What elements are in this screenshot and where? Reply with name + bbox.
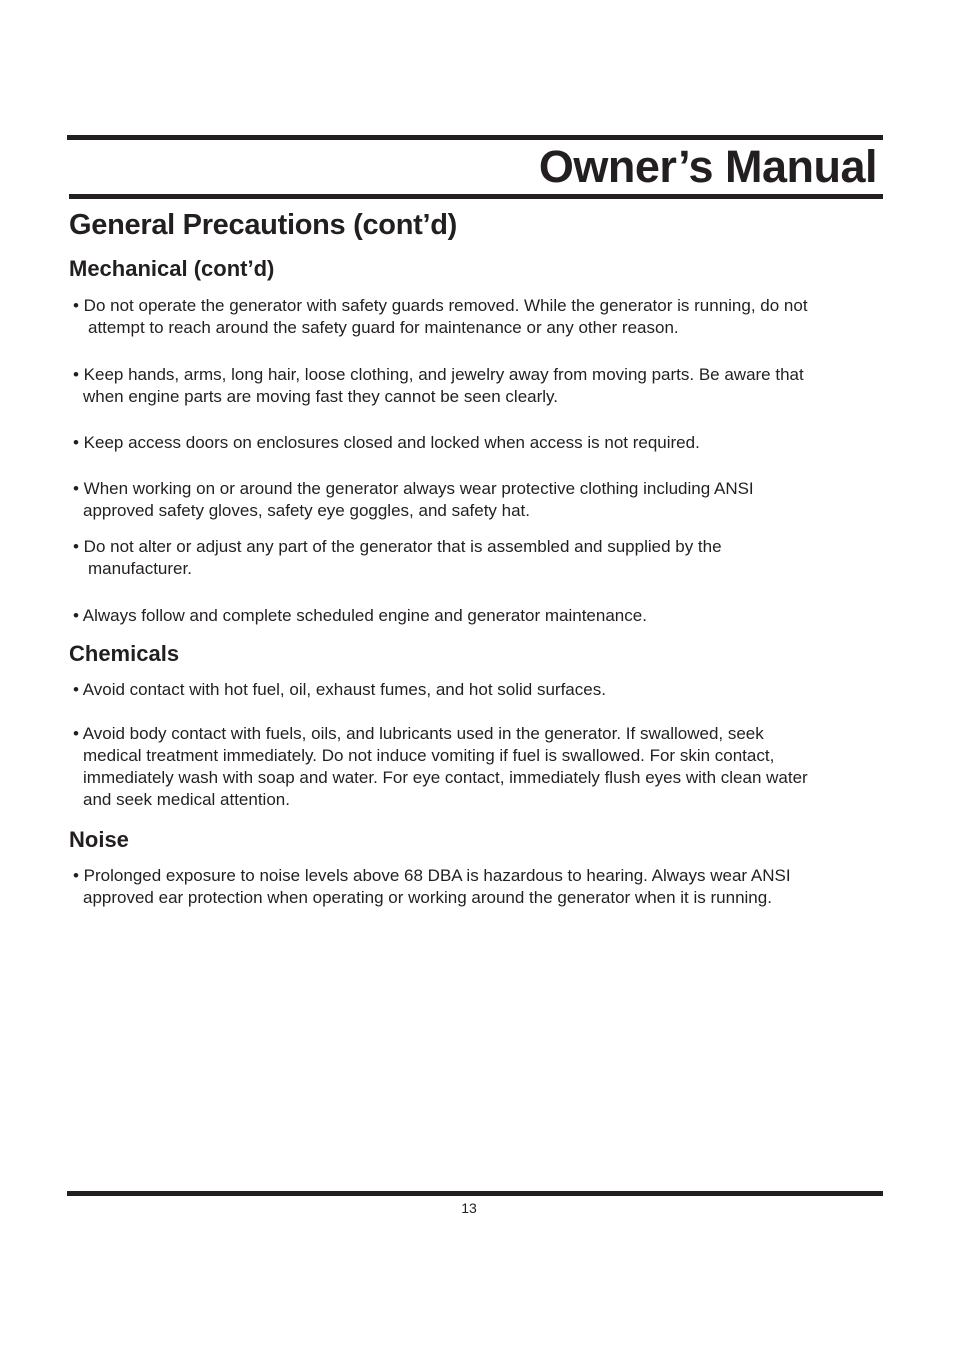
mechanical-heading: Mechanical (cont’d)	[69, 256, 275, 281]
page-heading: General Precautions (cont’d)	[69, 209, 458, 241]
list-item-line: approved ear protection when operating or working around the generator when it is running.	[83, 888, 772, 907]
list-item-line: • Avoid contact with hot fuel, oil, exhaust fumes, and hot solid surfaces.	[73, 680, 606, 699]
list-item-line: • Keep hands, arms, long hair, loose clothing, and jewelry away from moving parts. Be aware that	[73, 365, 804, 384]
list-item-line: • When working on or around the generator always wear protective clothing including ANSI	[73, 479, 754, 498]
noise-heading: Noise	[69, 827, 129, 852]
list-item-line: • Keep access doors on enclosures closed and locked when access is not required.	[73, 433, 700, 452]
list-item-line: • Do not operate the generator with safety guards removed. While the generator is running, do not	[73, 296, 808, 315]
list-item-chemicals-2	[73, 723, 893, 811]
list-item-line: immediately wash with soap and water. For eye contact, immediately flush eyes with clean water	[83, 768, 808, 787]
list-item-line: • Do not alter or adjust any part of the generator that is assembled and supplied by the	[73, 537, 722, 556]
list-item-line: when engine parts are moving fast they cannot be seen clearly.	[83, 387, 559, 406]
header-bottom-rule	[69, 194, 883, 199]
list-item-line: • Prolonged exposure to noise levels above 68 DBA is hazardous to hearing. Always wear ANSI	[73, 866, 791, 885]
list-item-line: • Avoid body contact with fuels, oils, and lubricants used in the generator. If swallowed, seek	[73, 724, 764, 743]
list-item-mechanical-6	[73, 605, 893, 627]
chemicals-heading: Chemicals	[69, 641, 180, 666]
list-item-noise-1	[73, 865, 893, 909]
list-item-line: medical treatment immediately. Do not induce vomiting if fuel is swallowed. For skin contact,	[83, 746, 775, 765]
footer-rule	[67, 1191, 883, 1196]
list-item-line: attempt to reach around the safety guard for maintenance or any other reason.	[88, 318, 679, 337]
list-item-chemicals-1	[73, 679, 893, 701]
page-number: 13	[461, 1200, 477, 1216]
list-item-mechanical-4	[73, 478, 893, 522]
list-item-line: manufacturer.	[88, 559, 192, 578]
list-item-mechanical-3	[73, 432, 893, 454]
list-item-mechanical-5	[73, 536, 893, 580]
header-top-rule	[67, 135, 883, 140]
list-item-line: • Always follow and complete scheduled engine and generator maintenance.	[73, 606, 647, 625]
list-item-line: approved safety gloves, safety eye goggles, and safety hat.	[83, 501, 531, 520]
list-item-mechanical-2	[73, 364, 893, 408]
list-item-mechanical-1	[73, 295, 893, 339]
manual-title: Owner’s Manual	[538, 141, 877, 192]
list-item-line: and seek medical attention.	[83, 790, 290, 809]
